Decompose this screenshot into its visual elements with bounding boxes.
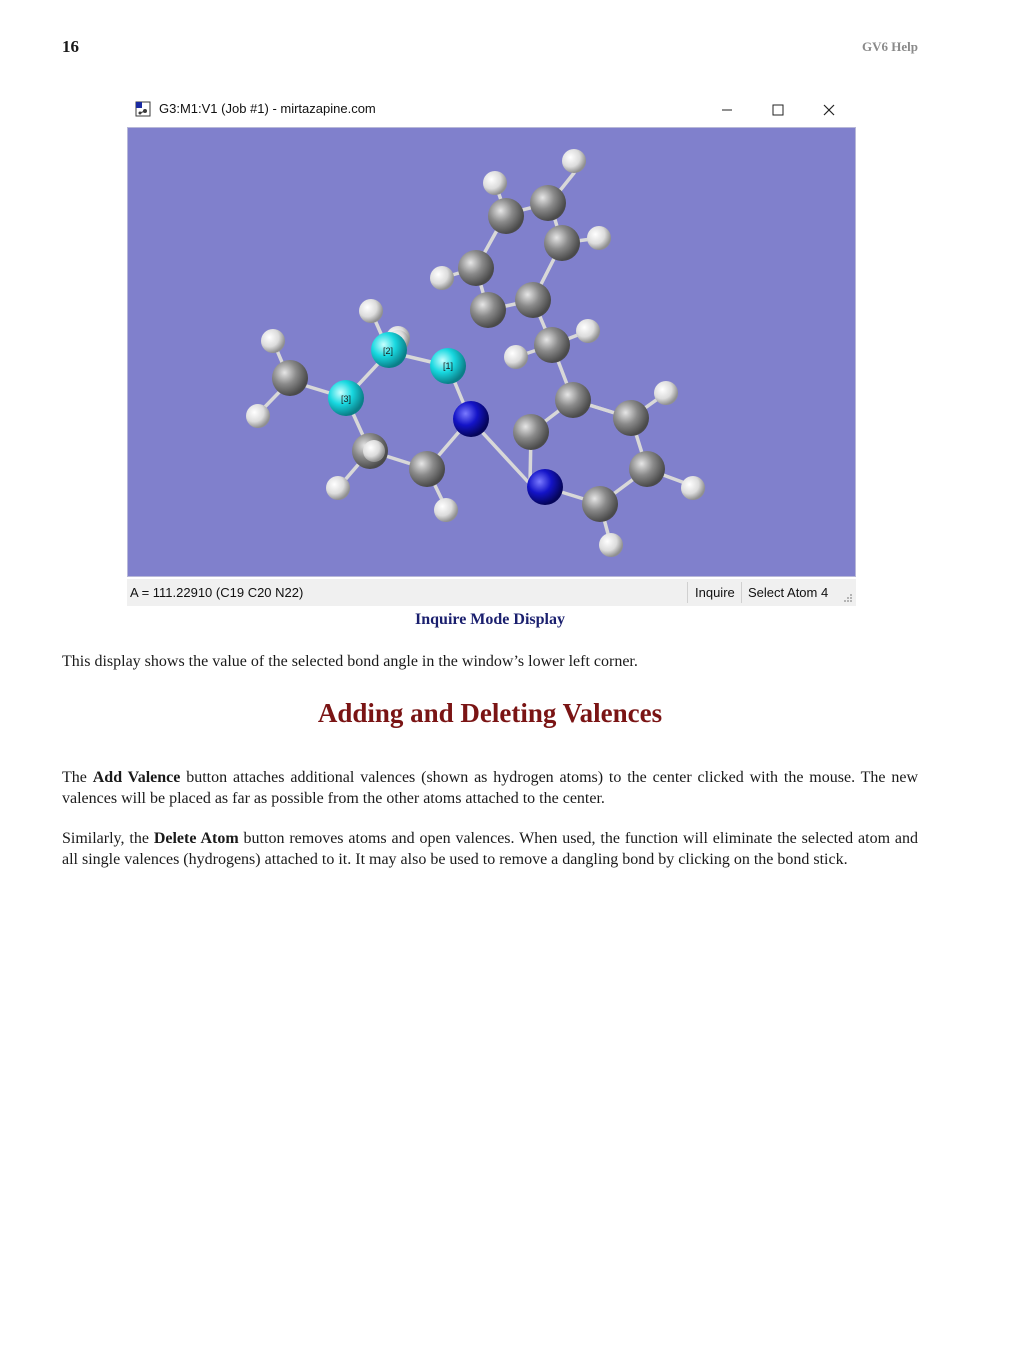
status-divider (687, 582, 688, 603)
mirtazapine-molecule-model[interactable] (128, 128, 855, 576)
maximize-icon (765, 100, 791, 120)
add-valence-paragraph (62, 767, 918, 809)
add-valence-term: Add Valence (92, 769, 181, 786)
molecule-viewport[interactable] (127, 127, 856, 577)
status-mode: Inquire (695, 585, 735, 600)
delete-atom-paragraph (62, 828, 918, 870)
atoms (246, 149, 705, 557)
atom-label-3: [3] (340, 394, 352, 404)
status-prompt: Select Atom 4 (748, 585, 829, 600)
paragraph-text: button removes atoms and open valences. When used, the function will eliminate the selected atom and all single valences (hydrogens) attached to it. It may also be used to remove a dangling bond by clicking on the bond stick. (62, 830, 919, 868)
figure-caption: Inquire Mode Display (415, 611, 565, 628)
bond-sticks (258, 173, 693, 545)
delete-atom-term: Delete Atom (153, 830, 239, 847)
paragraph-text: button attaches additional valences (shown as hydrogen atoms) to the center clicked with the mouse. The new valences will be placed as far as possible from the other atoms attached to the center. (62, 769, 919, 807)
window-title: G3:M1:V1 (Job #1) - mirtazapine.com (159, 101, 376, 116)
window-titlebar[interactable] (127, 96, 856, 126)
section-heading: Adding and Deleting Valences (317, 698, 663, 728)
close-icon (816, 100, 842, 120)
atom-label-2: [2] (382, 346, 394, 356)
minimize-icon (714, 100, 740, 120)
resize-grip-icon[interactable] (843, 593, 853, 603)
status-divider (741, 582, 742, 603)
atom-label-1: [1] (442, 361, 454, 371)
maximize-button[interactable] (765, 100, 791, 120)
paragraph-text: The (62, 769, 93, 786)
intro-paragraph: This display shows the value of the selected bond angle in the window’s lower left corner. (62, 653, 638, 670)
running-header: GV6 Help (862, 39, 918, 54)
inquire-value-readout: A = 111.22910 (C19 C20 N22) (130, 585, 304, 600)
page-number: 16 (62, 37, 79, 56)
molecule-view-window (127, 96, 856, 606)
minimize-button[interactable] (714, 100, 740, 120)
paragraph-text: Similarly, the (62, 830, 154, 847)
window-statusbar (127, 579, 856, 606)
gaussview-app-icon (135, 101, 151, 117)
close-button[interactable] (816, 100, 842, 120)
